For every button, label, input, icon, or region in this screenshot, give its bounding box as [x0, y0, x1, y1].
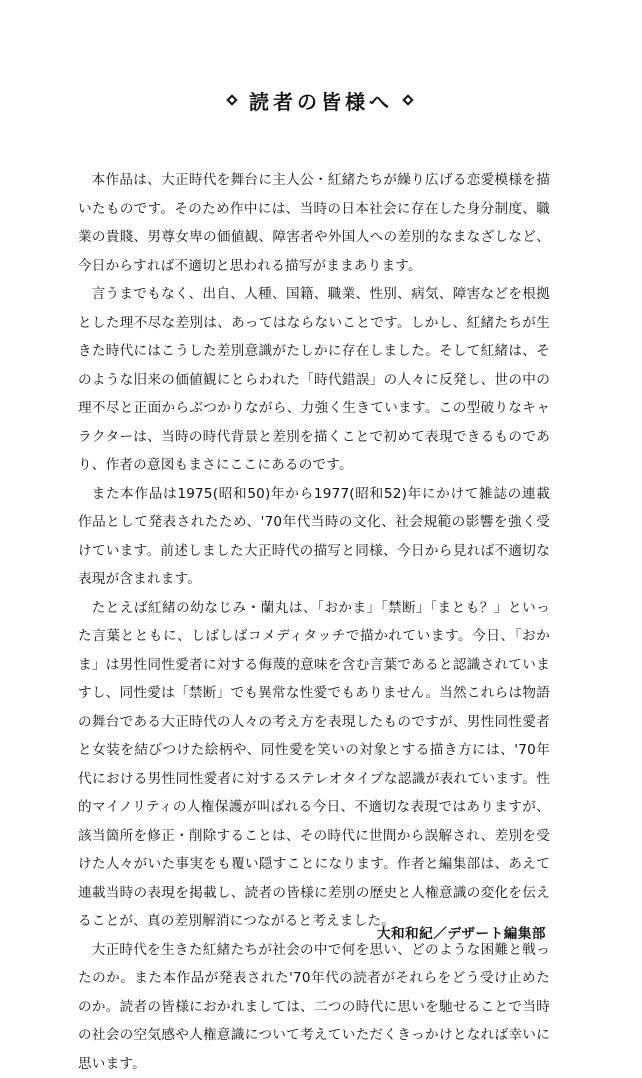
paragraph: 言うまでもなく、出自、人種、国籍、職業、性別、病気、障害などを根拠とした理不尽な差別は、あってはならないことです。しかし、紅緒たちが生きた時代にはこうした差別意識がたしかに存在しました。そして紅緒は、そのような旧来の価値観にとらわれた「時代錯誤」の人々に反発し、世の中の理不尽と正面からぶつかりながら、力強く生きています。この型破りなキャラクターは、当時の時代背景と差別を描くことで初めて表現できるものであり、作者の意図もまさにここにあるのです。 — [78, 280, 550, 480]
diamond-ornament-icon — [227, 95, 239, 107]
paragraph: たとえば紅緒の幼なじみ・蘭丸は、「おかま」「禁断」「まとも？」といった言葉とともに、しばしばコメディタッチで描かれています。今日、「おかま」は男性同性愛者に対する侮蔑的意味を含む言葉であると認識されていますし、同性愛は「禁断」でも異常な性愛でもありません。当然これらは物語の舞台である大正時代の人々の考え方を表現したものですが、男性同性愛者と女装を結びつけた絵柄や、同性愛を笑いの対象とする描き方には、'70年代における男性同性愛者に対するステレオタイプな認識が表れています。性的マイノリティの人権保護が叫ばれる今日、不適切な表現ではありますが、該当箇所を修正・削除することは、その時代に世間から誤解され、差別を受けた人々がいた事実をも覆い隠すことになります。作者と編集部は、あえて連載当時の表現を掲載し、読者の皆様に差別の歴史と人権意識の変化を伝えることが、真の差別解消につながると考えました。 — [78, 594, 550, 936]
paragraph: また本作品は1975(昭和50)年から1977(昭和52)年にかけて雑誌の連載作品として発表されたため、'70年代当時の文化、社会規範の影響を強く受けています。前述しました大正時代の描写と同様、今日から見れば不適切な表現が含まれます。 — [78, 480, 550, 594]
page-title: 読者の皆様へ — [249, 86, 393, 115]
paragraph: 本作品は、大正時代を舞台に主人公・紅緒たちが繰り広げる恋愛模様を描いたものです。そのため作中には、当時の日本社会に存在した身分制度、職業の貴賤、男尊女卑の価値観、障害者や外国人への差別的なまなざしなど、今日からすれば不適切と思われる描写がままあります。 — [78, 166, 550, 280]
title-row — [0, 86, 642, 115]
diamond-ornament-icon — [403, 95, 415, 107]
paragraph: 大正時代を生きた紅緒たちが社会の中で何を思い、どのような困難と戦ったのか。また本作品が発表された'70年代の読者がそれらをどう受け止めたのか。読者の皆様におかれましては、二つの時代に思いを馳せることで当時の社会の空気感や人権意識について考えていただくきっかけとなれば幸いに思います。 — [78, 936, 550, 1078]
signature: 大和和紀／デザート編集部 — [377, 922, 546, 942]
